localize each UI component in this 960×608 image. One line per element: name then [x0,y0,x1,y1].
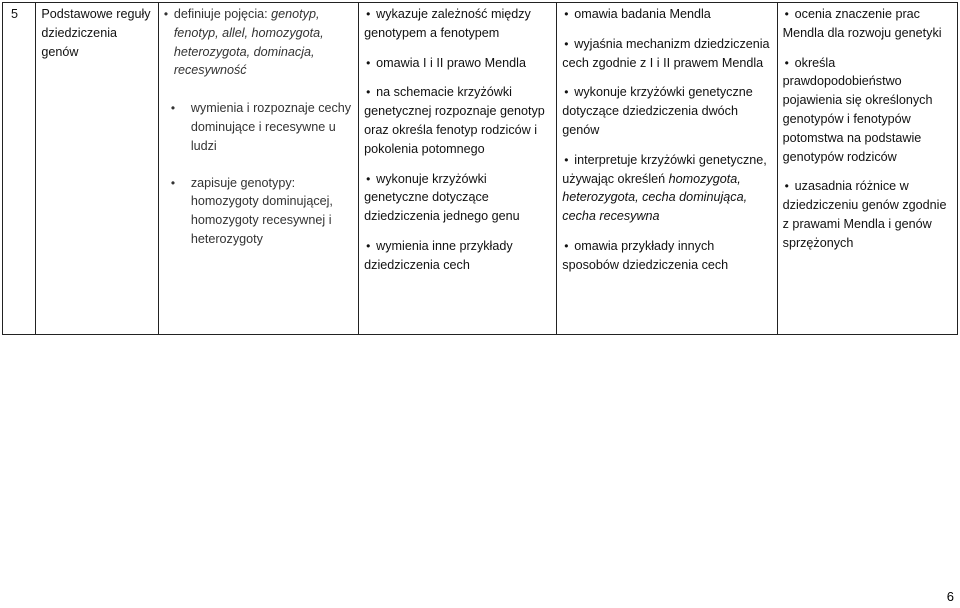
list-item [562,5,771,24]
item-text: omawia badania Mendla [574,7,711,21]
basic-requirements-list [164,5,353,249]
list-item [364,5,551,43]
item-text: na schemacie krzyżówki genetycznej rozpoznaje genotyp oraz określa fenotyp rodziców i pokolenia potomnego [364,85,545,156]
bullet-icon: • [366,55,371,70]
bullet-icon: • [564,85,569,100]
item-text: wykazuje zależność między genotypem a fenotypem [364,7,531,40]
row-number: 5 [11,7,19,21]
item-italic-text: homozygota, heterozygota, cecha dominująca, cecha recesywna [562,171,748,224]
bullet-icon: • [366,171,371,186]
row-number-cell [3,3,36,335]
item-text: ocenia znaczenie prac Mendla dla rozwoju genetyki [782,7,942,40]
bullet-icon: • [564,7,569,21]
list-item [364,83,551,158]
list-item [783,5,952,43]
topic-title: Podstawowe reguły dziedziczenia genów [41,7,151,59]
list-item [562,83,771,139]
item-text: wykonuje krzyżówki genetyczne dotyczące dziedziczenia dwóch genów [562,85,753,137]
item-text: wyjaśnia mechanizm dziedziczenia cech zgodnie z I i II prawem Mendla [562,36,770,70]
item-text: określa prawdopodobieństwo pojawienia się określonych genotypów i fenotypów potomstwa na podstawie genotypów rodziców [782,55,933,164]
bullet-icon: • [784,179,789,194]
list-item [364,170,551,226]
requirements-table [2,2,958,335]
item-text: interpretuje krzyżówki genetyczne, używając określeń [562,152,767,186]
list-item [164,99,353,155]
table-row [3,3,958,335]
bullet-icon: • [784,55,789,70]
item-text: wymienia inne przykłady dziedziczenia cech [364,238,513,272]
page-number: 6 [946,589,954,604]
item-text: zapisuje genotypy: homozygoty dominującej, homozygoty recesywnej i heterozygoty [190,175,333,246]
bullet-icon: • [163,7,169,21]
bullet-icon: • [564,238,569,253]
list-item [562,237,771,275]
item-text: definiuje pojęcia: [173,7,272,21]
list-item [164,5,353,80]
item-text: omawia przykłady innych sposobów dziedziczenia cech [562,238,729,272]
item-text: wykonuje krzyżówki genetyczne dotyczące dziedziczenia jednego genu [364,171,520,224]
extended-requirements-cell [359,3,557,335]
expert-requirements-cell [777,3,957,335]
bullet-icon: • [784,7,789,21]
bullet-icon: • [564,152,569,167]
list-item [562,151,771,226]
item-text: omawia I i II prawo Mendla [376,55,526,70]
list-item [364,237,551,275]
bullet-icon: • [366,85,371,100]
list-item [783,177,952,252]
item-italic-text: genotyp, fenotyp, allel, homozygota, heterozygota, dominacja, recesywność [173,7,324,78]
basic-requirements-cell [158,3,358,335]
bullet-icon: • [366,238,371,253]
bullet-icon: • [170,175,176,190]
list-item [783,54,952,167]
bullet-icon: • [366,7,371,21]
extended-requirements-list [364,5,551,275]
bullet-icon: • [564,36,569,51]
list-item [562,35,771,73]
advanced-requirements-cell [557,3,777,335]
advanced-requirements-list [562,5,771,275]
item-text: uzasadnia różnice w dziedziczeniu genów zgodnie z prawami Mendla i genów sprzężonych [782,179,947,250]
expert-requirements-list [783,5,952,253]
bullet-icon: • [170,101,176,116]
topic-cell [36,3,158,335]
item-text: wymienia i rozpoznaje cechy dominujące i recesywne u ludzi [190,101,352,153]
list-item [164,174,353,249]
list-item [364,54,551,73]
